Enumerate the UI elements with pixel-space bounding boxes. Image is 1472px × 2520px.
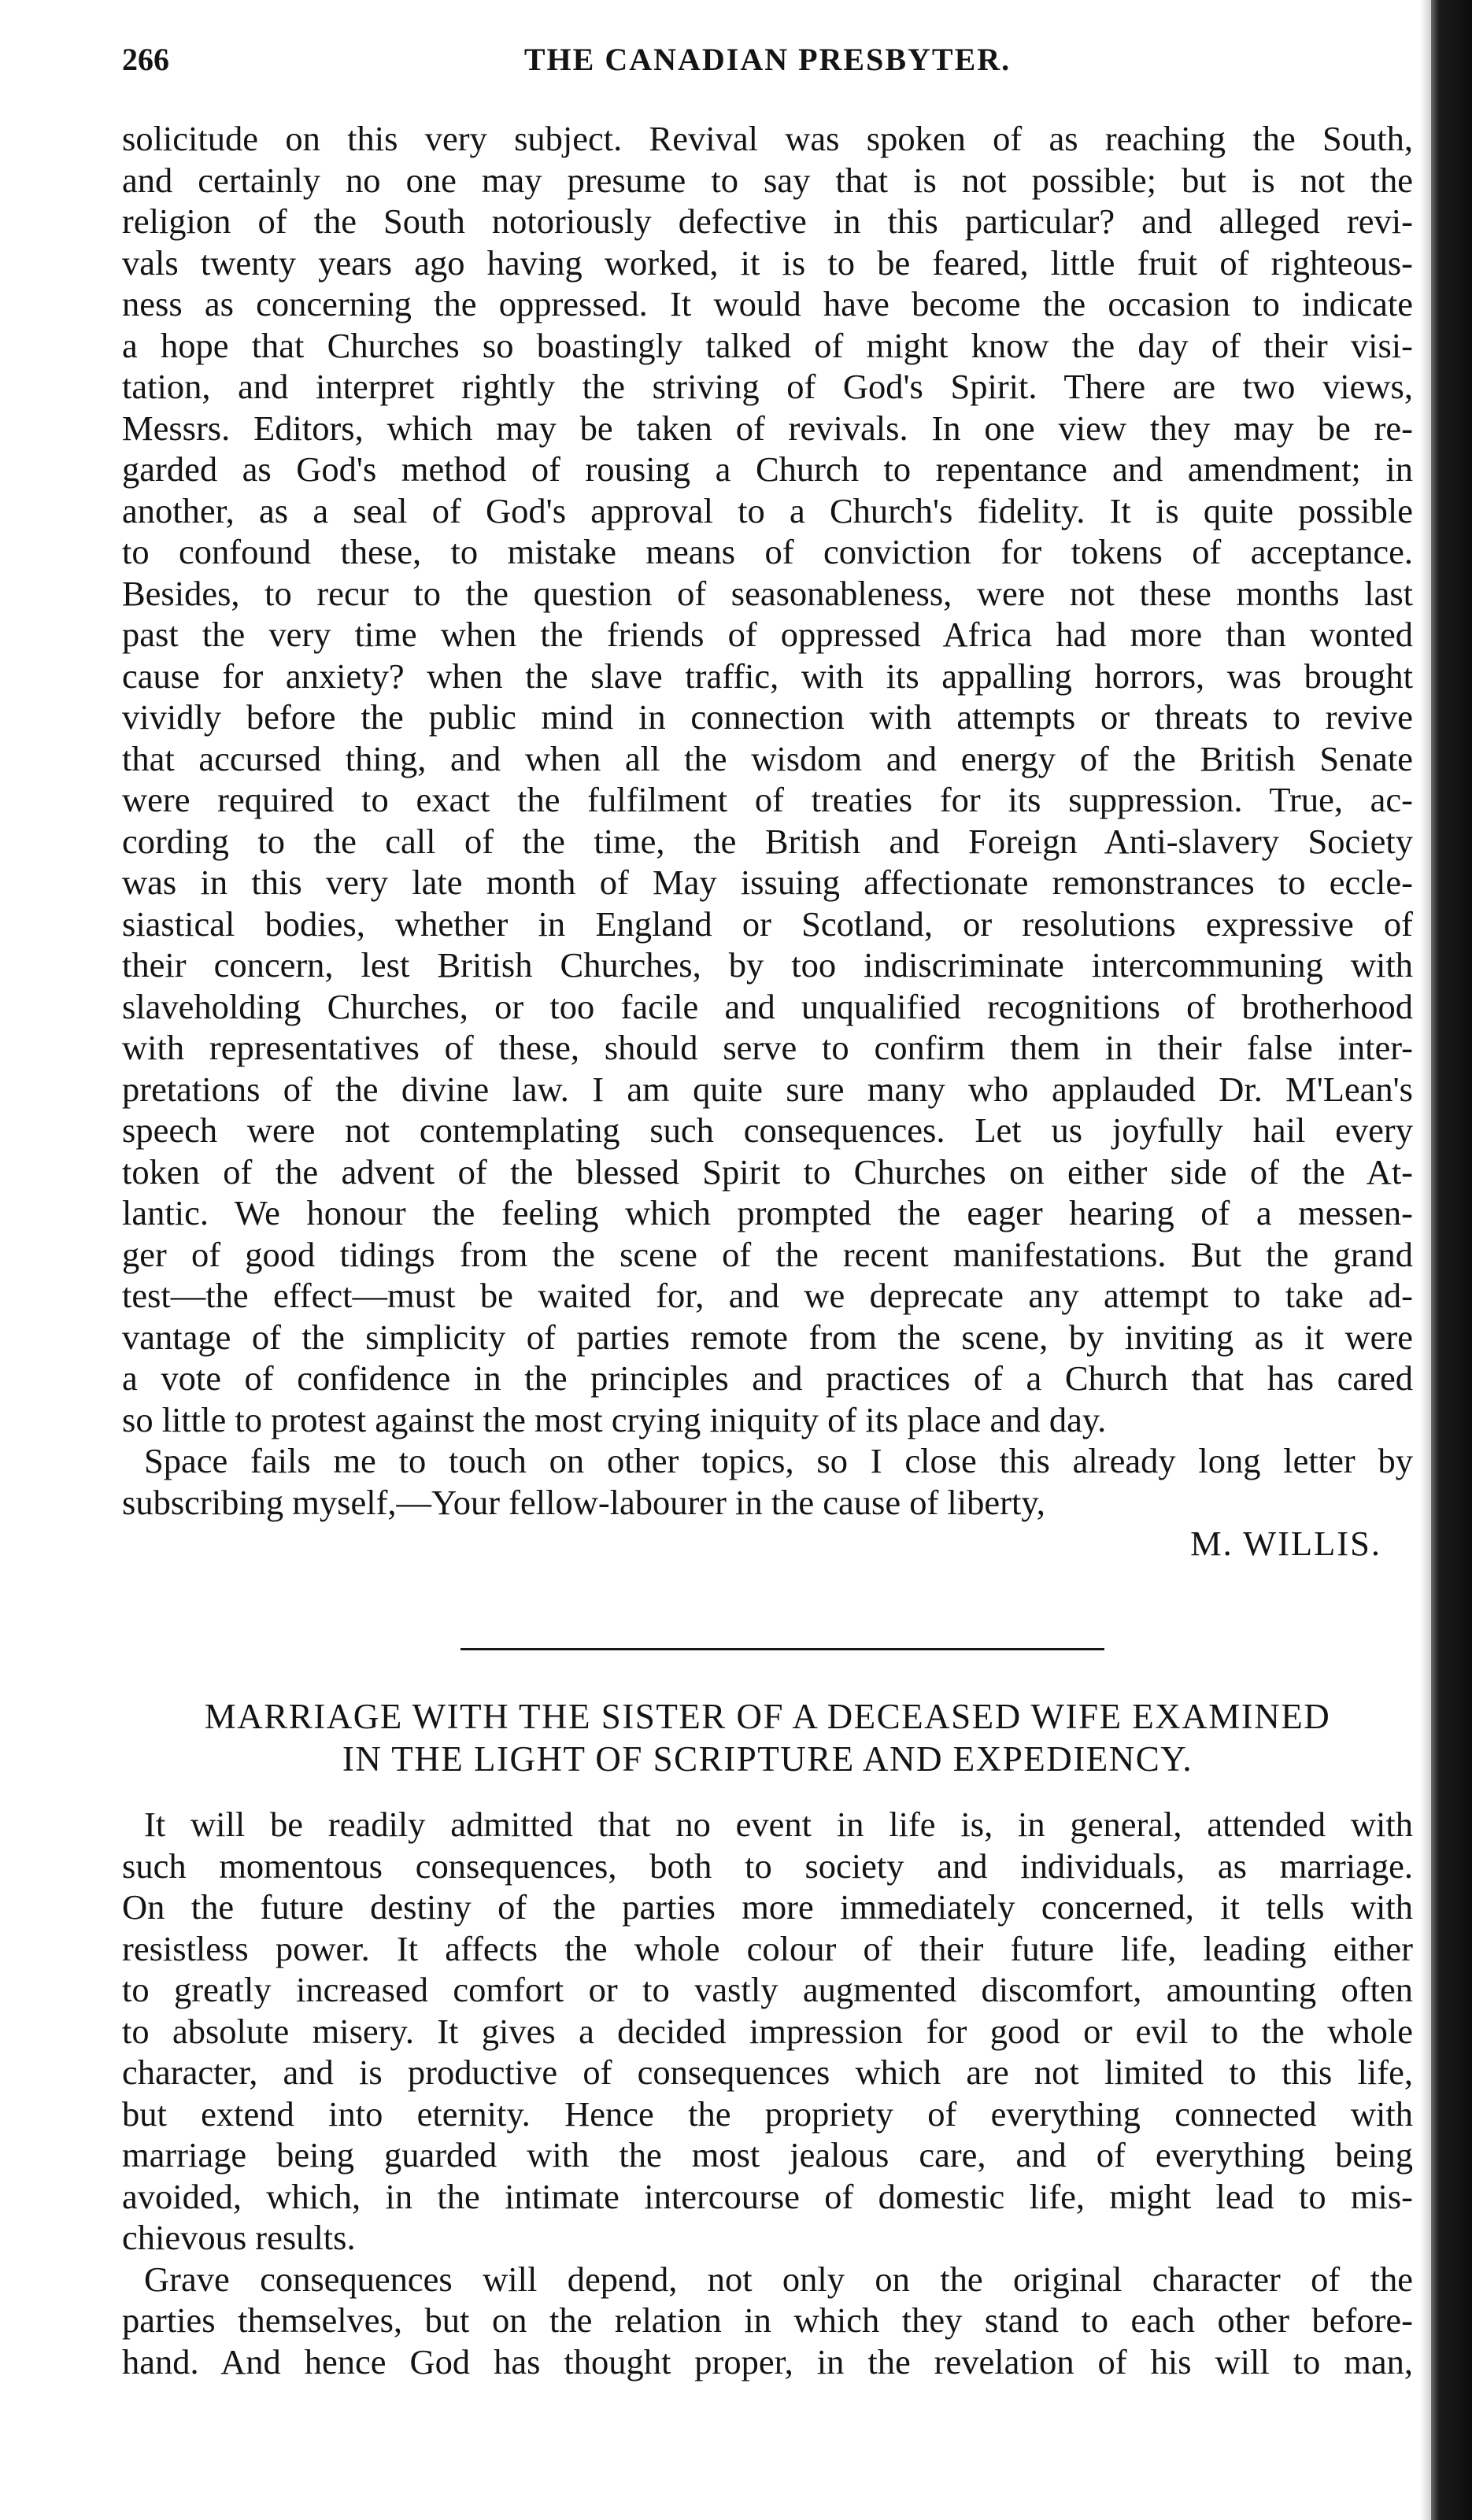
text-line: Besides, to recur to the question of seasonableness, were not these months last bbox=[122, 573, 1413, 613]
text-line: past the very time when the friends of oppressed Africa had more than wonted bbox=[122, 615, 1413, 654]
text-line: siastical bodies, whether in England or Scotland, or resolutions expressive of bbox=[122, 903, 1413, 944]
text-line: tation, and interpret rightly the striving of God's Spirit. There are two views, bbox=[122, 367, 1413, 406]
text-line: resistless power. It affects the whole colour of their future life, leading either bbox=[122, 1928, 1413, 1968]
text-line: cause for anxiety? when the slave traffic, with its appalling horrors, was brought bbox=[122, 656, 1413, 696]
text-line: lantic. We honour the feeling which prompted the eager hearing of a messen- bbox=[122, 1193, 1413, 1232]
text-line: Grave consequences will depend, not only on the original character of the bbox=[144, 2259, 1413, 2299]
article-title bbox=[98, 1695, 1437, 1780]
article-title-line: MARRIAGE WITH THE SISTER OF A DECEASED WIFE EXAMINED bbox=[204, 1697, 1331, 1736]
text-line: Messrs. Editors, which may be taken of revivals. In one view they may be re- bbox=[122, 408, 1413, 448]
text-line: garded as God's method of rousing a Church to repentance and amendment; in bbox=[122, 449, 1413, 489]
text-line: another, as a seal of God's approval to a Church's fidelity. It is quite possible bbox=[122, 490, 1413, 530]
running-head bbox=[122, 41, 1413, 88]
text-line: and certainly no one may presume to say that is not possible; but is not the bbox=[122, 160, 1413, 200]
text-line: hand. And hence God has thought proper, in the revelation of his will to man, bbox=[122, 2341, 1413, 2381]
text-line: ness as concerning the oppressed. It would have become the occasion to indicate bbox=[122, 284, 1413, 323]
text-line: slaveholding Churches, or too facile and unqualified recognitions of brotherhood bbox=[122, 986, 1413, 1026]
section-divider bbox=[460, 1648, 1104, 1650]
text-line: vantage of the simplicity of parties remote from the scene, by inviting as it were bbox=[122, 1317, 1413, 1357]
text-line: to greatly increased comfort or to vastly augmented discomfort, amounting often bbox=[122, 1970, 1413, 2009]
text-line: were required to exact the fulfilment of treaties for its suppression. True, ac- bbox=[122, 780, 1413, 819]
text-line: to confound these, to mistake means of conviction for tokens of acceptance. bbox=[122, 532, 1413, 571]
article-title-line: IN THE LIGHT OF SCRIPTURE AND EXPEDIENCY. bbox=[342, 1739, 1193, 1779]
text-line: solicitude on this very subject. Revival was spoken of as reaching the South, bbox=[122, 119, 1413, 158]
text-line: Space fails me to touch on other topics, so I close this already long letter by bbox=[144, 1441, 1413, 1480]
text-line: to absolute misery. It gives a decided impression for good or evil to the whole bbox=[122, 2011, 1413, 2051]
text-line: their concern, lest British Churches, by too indiscriminate intercommuning with bbox=[122, 945, 1413, 985]
text-line: avoided, which, in the intimate intercourse of domestic life, might lead to mis- bbox=[122, 2176, 1413, 2216]
text-line: a hope that Churches so boastingly talked of might know the day of their visi- bbox=[122, 325, 1413, 365]
article-body bbox=[122, 1804, 1413, 2382]
text-line: marriage being guarded with the most jealous care, and of everything being bbox=[122, 2135, 1413, 2175]
text-line: cording to the call of the time, the British and Foreign Anti-slavery Society bbox=[122, 821, 1413, 861]
text-line: It will be readily admitted that no event in life is, in general, attended with bbox=[144, 1805, 1413, 1844]
text-line: subscribing myself,—Your fellow-labourer in the cause of liberty, bbox=[122, 1482, 1045, 1522]
letter-body bbox=[122, 118, 1413, 1565]
text-line: chievous results. bbox=[122, 2218, 356, 2257]
text-line: ger of good tidings from the scene of the recent manifestations. But the grand bbox=[122, 1234, 1413, 1274]
text-line: religion of the South notoriously defective in this particular? and alleged revi- bbox=[122, 201, 1413, 241]
text-line: but extend into eternity. Hence the propriety of everything connected with bbox=[122, 2093, 1413, 2134]
text-line: parties themselves, but on the relation in which they stand to each other before- bbox=[122, 2300, 1413, 2340]
journal-title: THE CANADIAN PRESBYTER. bbox=[523, 42, 1012, 77]
text-line: so little to protest against the most crying iniquity of its place and day. bbox=[122, 1399, 1107, 1439]
scan-edge bbox=[1431, 0, 1472, 2520]
text-line: pretations of the divine law. I am quite sure many who applauded Dr. M'Lean's bbox=[122, 1069, 1413, 1109]
text-line: vals twenty years ago having worked, it is to be feared, little fruit of righteous- bbox=[122, 242, 1413, 283]
text-line: with representatives of these, should serve to confirm them in their false inter- bbox=[122, 1028, 1413, 1067]
text-line: On the future destiny of the parties more immediately concerned, it tells with bbox=[122, 1887, 1413, 1927]
text-line: was in this very late month of May issuing affectionate remonstrances to eccle- bbox=[122, 863, 1413, 902]
text-line: such momentous consequences, both to society and individuals, as marriage. bbox=[122, 1846, 1413, 1886]
text-line: that accursed thing, and when all the wisdom and energy of the British Senate bbox=[122, 738, 1413, 778]
scan-edge-shadow bbox=[1420, 0, 1431, 2520]
signature: M. WILLIS. bbox=[1190, 1524, 1381, 1563]
page-number: 266 bbox=[122, 42, 169, 77]
text-line: a vote of confidence in the principles and practices of a Church that has cared bbox=[122, 1358, 1413, 1398]
text-line: character, and is productive of consequences which are not limited to this life, bbox=[122, 2053, 1413, 2092]
text-line: test—the effect—must be waited for, and we deprecate any attempt to take ad- bbox=[122, 1276, 1413, 1315]
text-line: vividly before the public mind in connection with attempts or threats to revive bbox=[122, 697, 1413, 737]
text-line: token of the advent of the blessed Spirit to Churches on either side of the At- bbox=[122, 1151, 1413, 1192]
text-line: speech were not contemplating such consequences. Let us joyfully hail every bbox=[122, 1110, 1413, 1150]
